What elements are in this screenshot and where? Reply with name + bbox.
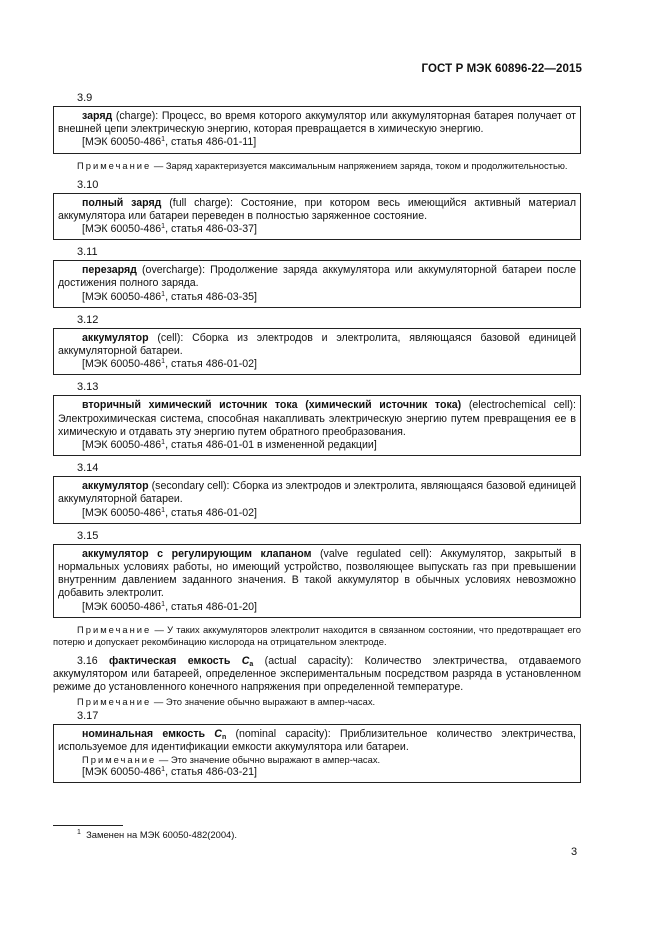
entry-number: 3.11 — [77, 246, 98, 259]
symbol-subscript: a — [249, 660, 254, 668]
note-text: — У таких аккумуляторов электролит находится в связанном состоянии, что предотвращает его потерю и допускает рекомбинацию кислорода на отрицательном электроде. — [53, 623, 581, 647]
reference: [МЭК $60050-486^1$, статья 486-01-11] — [82, 136, 257, 149]
term: аккумулятор — [82, 331, 149, 344]
note-label: Примечание — [82, 754, 157, 766]
term: полный заряд — [82, 196, 162, 209]
symbol: C — [214, 727, 222, 740]
page-number: 3 — [571, 846, 578, 858]
definition-box — [53, 395, 581, 456]
symbol: C — [241, 654, 250, 667]
definition-box — [53, 724, 581, 784]
note — [58, 754, 576, 766]
note-text: — Это значение обычно выражают в ампер-часах. — [151, 695, 376, 707]
term-english: (overcharge): — [136, 264, 211, 277]
definition-box — [53, 328, 581, 376]
term: аккумулятор — [82, 480, 149, 493]
term-english: (cell): — [148, 331, 193, 344]
definition-text: Сборка из электродов и электролита, являющаяся базовой единицей аккумуляторной батареи. — [58, 331, 577, 358]
term: вторичный химический источник тока (химический источник тока) — [82, 399, 462, 412]
footnote-mark: 1 — [161, 506, 166, 514]
definition-text: Количество электричества, отдаваемого аккумулятором или батареей, определенное экспериментальным посредством разряда в установленном режиме до установленного конечного напряжения при определенной температуре. — [53, 654, 581, 693]
footnote-text: Заменен на МЭК 60050-482(2004). — [86, 829, 237, 840]
definition-text: Процесс, во время которого аккумулятор или аккумуляторная батарея получает от внешней цепи электрическую энергию, которая превращается в химическую энергию. — [58, 110, 577, 136]
note — [53, 160, 581, 172]
term: фактическая емкость — [109, 654, 242, 667]
term-english: (full charge): — [161, 196, 241, 209]
definition-box — [53, 476, 581, 524]
reference: [МЭК $60050-486^1$, статья 486-03-35] — [82, 290, 257, 303]
term: номинальная емкость — [82, 727, 215, 740]
term-english: (electrochemical cell): — [461, 399, 576, 412]
footnote-divider — [53, 825, 123, 826]
term: аккумулятор с регулирующим клапаном — [82, 547, 312, 560]
entry-number: 3.14 — [77, 462, 99, 475]
definition-text: Электрохимическая система, способная накапливать электрическую энергию путем превращения ее в химическую и отдавать эту энергию путем обратного преобразования. — [58, 412, 576, 438]
note-label: Примечание — [77, 159, 152, 171]
term-english: (actual capacity): — [253, 654, 365, 667]
entry-number: 3.13 — [77, 381, 99, 394]
entry-number: 3.10 — [77, 178, 99, 191]
footnote-mark: 1 — [161, 766, 166, 774]
reference: [МЭК $60050-486^1$, статья 486-01-02] — [82, 358, 257, 371]
entry-number: 3.16 — [77, 654, 98, 667]
term-english: (secondary cell): — [148, 480, 233, 493]
footnote-mark: 1 — [161, 290, 166, 298]
definition-box — [53, 193, 581, 241]
definition-paragraph — [53, 655, 581, 694]
note-text: — Заряд характеризуется максимальным напряжением заряда, током и продолжительностью. — [151, 159, 568, 171]
reference: [МЭК $60050-486^1$, статья 486-03-21] — [82, 766, 257, 779]
definition-box — [53, 260, 581, 308]
note-label: Примечание — [77, 623, 152, 635]
term-english: (nominal capacity): — [226, 727, 340, 740]
footnote-mark: 1 — [161, 600, 166, 608]
footnote-mark: 1 — [161, 223, 166, 231]
note-text: — Это значение обычно выражают в ампер-часах. — [156, 754, 381, 766]
entry-number: 3.17 — [77, 709, 99, 722]
entry-number: 3.9 — [77, 92, 93, 104]
footnote-mark: 1 — [77, 829, 81, 836]
definition-box — [53, 544, 581, 618]
note — [53, 624, 581, 648]
definition-text: Состояние, при котором весь имеющийся активный материал аккумулятора или батареи переведен в полностью заряженное состояние. — [58, 196, 576, 222]
footnote-mark: 1 — [161, 136, 166, 144]
footnote-mark: 1 — [161, 358, 166, 366]
reference: [МЭК $60050-486^1$, статья 486-01-20] — [82, 600, 257, 613]
reference: [МЭК $60050-486^1$, статья 486-01-01 в измененной редакции] — [82, 439, 377, 452]
reference: [МЭК $60050-486^1$, статья 486-01-02] — [82, 506, 257, 519]
entry-number: 3.15 — [77, 529, 99, 542]
definition-box — [53, 106, 581, 154]
footnote — [77, 829, 237, 840]
note — [53, 696, 581, 708]
symbol-subscript: n — [221, 733, 227, 741]
term-english: (valve regulated cell): — [311, 547, 441, 560]
definition-text: Продолжение заряда аккумулятора или аккумуляторной батареи после достижения полного заряда. — [58, 264, 576, 290]
document-code-header: ГОСТ Р МЭК 60896-22—2015 — [421, 63, 582, 75]
definition-text: Приблизительное количество электричества, используемое для идентификации емкости аккумулятора или батареи. — [58, 727, 576, 754]
definition-text: Сборка из электродов и электролита, являющаяся базовой единицей аккумуляторной батареи. — [58, 480, 577, 506]
note-label: Примечание — [77, 695, 152, 707]
term: перезаряд — [82, 264, 137, 277]
term-english: (charge): — [112, 110, 162, 122]
footnote-mark: 1 — [161, 439, 166, 447]
entry-number: 3.12 — [77, 313, 99, 326]
term: заряд — [82, 110, 113, 122]
document-body — [53, 92, 581, 789]
definition-text: Аккумулятор, закрытый в нормальных условиях работы, но имеющий устройство, позволяющее выпускать газ при превышении внутренним давлением заданного значения. В такой аккумулятор в обычных условиях невозможно добавить электролит. — [58, 547, 577, 600]
reference: [МЭК $60050-486^1$, статья 486-03-37] — [82, 223, 257, 236]
